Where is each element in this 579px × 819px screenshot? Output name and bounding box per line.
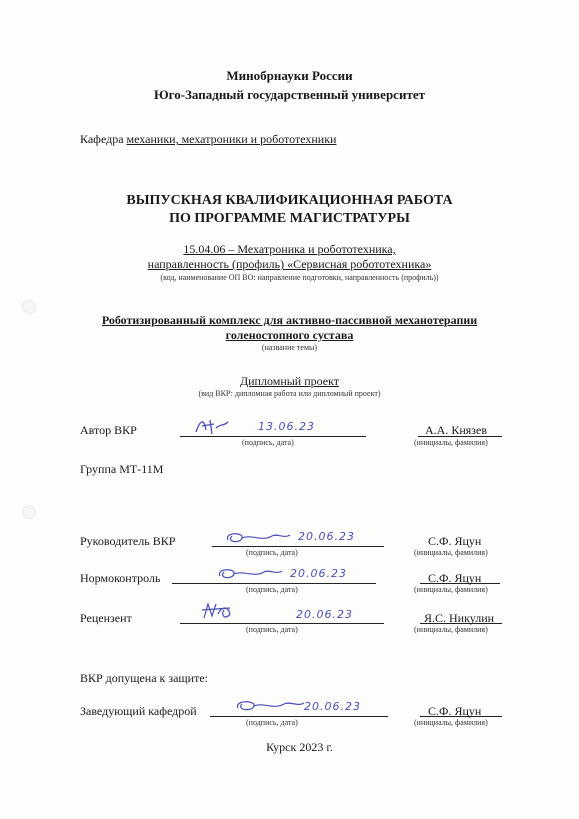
reviewer-name-line xyxy=(420,623,502,624)
normcontrol-name-caption: (инициалы, фамилия) xyxy=(414,585,488,594)
supervisor-signature xyxy=(222,530,292,546)
author-signature xyxy=(192,416,232,436)
program-line1: 15.04.06 – Мехатроника и робототехника, xyxy=(183,242,396,256)
work-title-line2: ПО ПРОГРАММЕ МАГИСТРАТУРЫ xyxy=(169,211,410,226)
group-label: Группа МТ-11М xyxy=(80,462,164,476)
head-signature xyxy=(232,698,306,714)
head-name-line xyxy=(420,716,502,717)
supervisor-label: Руководитель ВКР xyxy=(80,534,176,548)
university-name: Юго-Западный государственный университет xyxy=(154,87,425,102)
program-caption: (код, наименование ОП ВО: направление подготовки, направленность (профиль)) xyxy=(160,273,439,282)
supervisor-name: С.Ф. Яцун xyxy=(428,534,482,548)
punch-hole-top xyxy=(22,300,36,314)
reviewer-sign-caption: (подпись, дата) xyxy=(246,625,298,634)
normcontrol-sign-caption: (подпись, дата) xyxy=(246,585,298,594)
department-line xyxy=(80,132,336,147)
department-prefix: Кафедра xyxy=(80,132,124,146)
author-name-line xyxy=(418,436,502,437)
reviewer-signature-line xyxy=(180,623,384,624)
topic-line1: Роботизированный комплекс для активно-пассивной механотерапии xyxy=(101,313,478,327)
reviewer-label: Рецензент xyxy=(80,611,132,625)
department-name: механики, мехатроники и робототехники xyxy=(126,132,337,146)
normcontrol-name-line xyxy=(420,583,500,584)
normcontrol-name: С.Ф. Яцун xyxy=(428,571,482,585)
normcontrol-signature xyxy=(214,566,284,582)
topic-caption: (название темы) xyxy=(261,343,318,352)
head-name-caption: (инициалы, фамилия) xyxy=(414,718,488,727)
head-signature-date: 20.06.23 xyxy=(304,700,361,713)
work-title-line1: ВЫПУСКНАЯ КВАЛИФИКАЦИОННАЯ РАБОТА xyxy=(126,193,453,208)
head-sign-caption: (подпись, дата) xyxy=(246,718,298,727)
reviewer-name-caption: (инициалы, фамилия) xyxy=(414,625,488,634)
author-name: А.А. Князев xyxy=(425,423,488,437)
city-year: Курск 2023 г. xyxy=(266,740,333,754)
head-label: Заведующий кафедрой xyxy=(80,704,197,718)
head-signature-line xyxy=(210,716,388,717)
reviewer-signature xyxy=(200,600,234,622)
reviewer-name: Я.С. Никулин xyxy=(424,611,495,625)
reviewer-signature-date: 20.06.23 xyxy=(296,608,353,621)
author-signature-date: 13.06.23 xyxy=(258,420,315,433)
work-type-caption: (вид ВКР: дипломная работа или дипломный проект) xyxy=(198,389,381,398)
supervisor-signature-date: 20.06.23 xyxy=(298,530,355,543)
author-signature-line xyxy=(180,436,366,437)
supervisor-name-caption: (инициалы, фамилия) xyxy=(414,548,488,557)
ministry-name: Минобрнауки России xyxy=(226,68,353,83)
author-label: Автор ВКР xyxy=(80,423,137,437)
punch-hole-bottom xyxy=(22,505,36,519)
supervisor-sign-caption: (подпись, дата) xyxy=(246,548,298,557)
normcontrol-signature-date: 20.06.23 xyxy=(290,567,347,580)
normcontrol-label: Нормоконтроль xyxy=(80,571,161,585)
program-line2: направленность (профиль) «Сервисная робототехника» xyxy=(147,257,432,271)
supervisor-signature-line xyxy=(212,546,384,547)
author-sign-caption: (подпись, дата) xyxy=(242,438,294,447)
topic-line2: голеностопного сустава xyxy=(225,328,354,342)
head-name: С.Ф. Яцун xyxy=(428,704,482,718)
author-name-caption: (инициалы, фамилия) xyxy=(414,438,488,447)
normcontrol-signature-line xyxy=(172,583,376,584)
admission-label: ВКР допущена к защите: xyxy=(80,671,208,685)
work-type-value: Дипломный проект xyxy=(239,374,340,388)
